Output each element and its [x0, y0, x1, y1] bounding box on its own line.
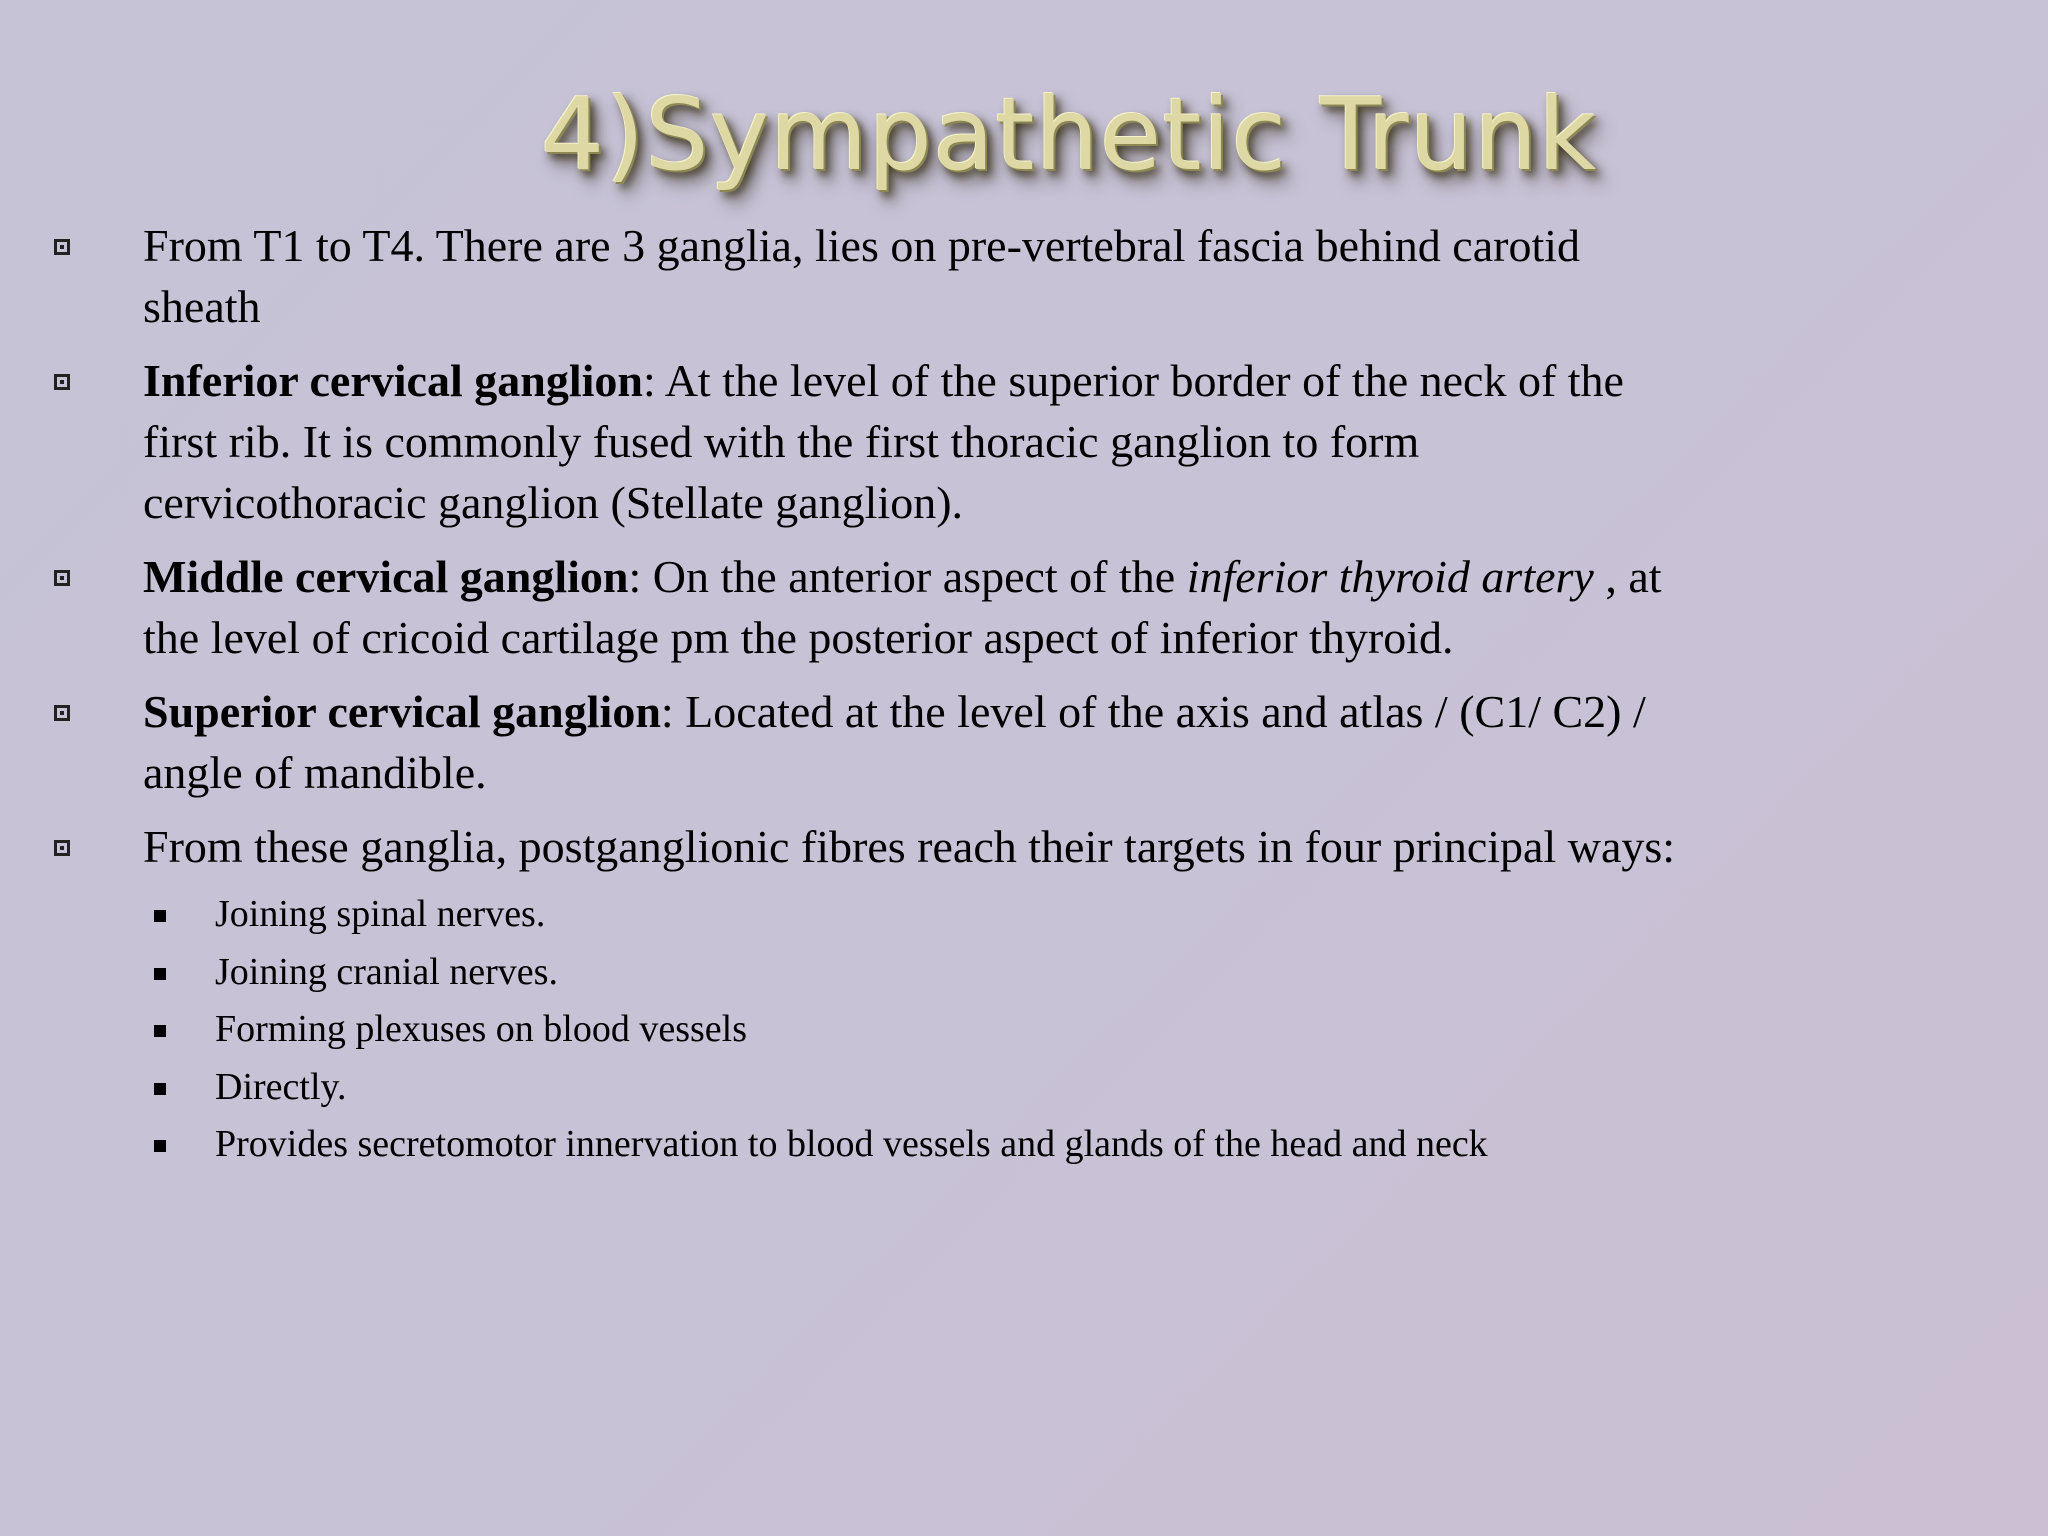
term-label: Middle cervical ganglion — [143, 551, 629, 602]
item-text: : Located at the level of the axis and atlas / (C1/ C2) / — [660, 686, 1646, 737]
sub-bullet-list — [0, 886, 2048, 1174]
sub-item-text: Forming plexuses on blood vessels — [215, 1008, 747, 1050]
sub-list-item — [0, 1059, 2048, 1117]
square-bullet-icon — [54, 239, 70, 255]
item-text: , at — [1593, 551, 1662, 602]
term-label: Inferior cervical ganglion — [143, 355, 643, 406]
item-text: From T1 to T4. There are 3 ganglia, lies on pre-vertebral fascia behind carotid — [143, 220, 1581, 271]
filled-square-bullet-icon — [154, 1140, 166, 1152]
item-text: the level of cricoid cartilage pm the posterior aspect of inferior thyroid. — [143, 612, 1454, 663]
square-bullet-icon — [54, 840, 70, 856]
item-text: first rib. It is commonly fused with the first thoracic ganglion to form — [143, 416, 1420, 467]
list-item — [0, 215, 2048, 337]
slide-title-text: 4)Sympathetic Trunk — [540, 76, 1598, 193]
item-line — [143, 546, 2028, 607]
sub-list-item — [0, 886, 2048, 944]
item-line — [143, 681, 2028, 742]
filled-square-bullet-icon — [154, 910, 166, 922]
item-text: From these ganglia, postganglionic fibres reach their targets in four principal ways: — [143, 821, 1676, 872]
list-item — [0, 350, 2048, 533]
item-text: : At the level of the superior border of the neck of the — [642, 355, 1624, 406]
item-text: : On the anterior aspect of the — [628, 551, 1187, 602]
sub-list-item — [0, 944, 2048, 1002]
item-line — [143, 350, 2028, 411]
sub-list-item — [0, 1116, 2048, 1174]
item-text: angle of mandible. — [143, 747, 487, 798]
emphasis-text: inferior thyroid artery — [1186, 551, 1594, 602]
square-bullet-icon — [54, 705, 70, 721]
list-item — [0, 816, 2048, 877]
term-label: Superior cervical ganglion — [143, 686, 661, 737]
sub-item-text: Joining cranial nerves. — [215, 950, 558, 993]
square-bullet-icon — [54, 374, 70, 390]
filled-square-bullet-icon — [154, 1083, 166, 1095]
filled-square-bullet-icon — [154, 1025, 166, 1037]
slide-title — [0, 70, 2048, 200]
list-item — [0, 681, 2048, 803]
square-bullet-icon — [54, 570, 70, 586]
sub-item-text: Directly. — [215, 1065, 347, 1108]
sub-item-text: Provides secretomotor innervation to blood vessels and glands of the head and neck — [215, 1123, 1488, 1165]
item-text: cervicothoracic ganglion (Stellate ganglion). — [143, 477, 964, 528]
sub-list-item — [0, 1001, 2048, 1059]
bullet-list — [0, 215, 2048, 1174]
filled-square-bullet-icon — [154, 968, 166, 980]
list-item — [0, 546, 2048, 668]
sub-item-text: Joining spinal nerves. — [215, 893, 546, 935]
item-text: sheath — [143, 281, 261, 332]
